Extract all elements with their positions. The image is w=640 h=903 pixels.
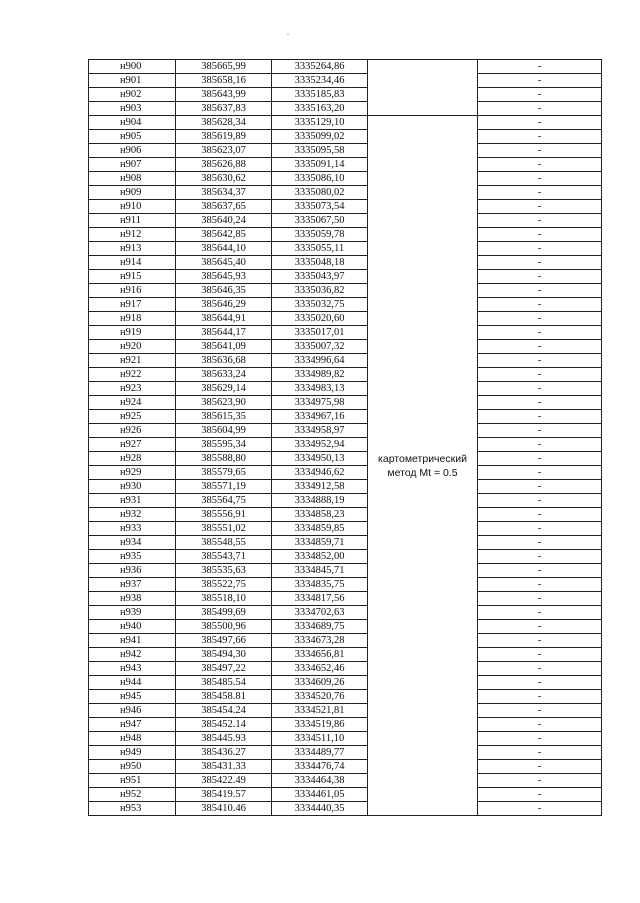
point-id-cell: н918 — [89, 312, 176, 326]
table-row — [89, 690, 602, 704]
point-id-cell: н936 — [89, 564, 176, 578]
y-coordinate-cell: 3334859,85 — [272, 522, 368, 536]
x-coordinate-cell: 385535,63 — [176, 564, 272, 578]
x-coordinate-cell: 385640,24 — [176, 214, 272, 228]
x-coordinate-cell: 385619,89 — [176, 130, 272, 144]
x-coordinate-cell: 385636,68 — [176, 354, 272, 368]
y-coordinate-cell: 3335048,18 — [272, 256, 368, 270]
y-coordinate-cell: 3335073,54 — [272, 200, 368, 214]
x-coordinate-cell: 385522,75 — [176, 578, 272, 592]
point-id-cell: н940 — [89, 620, 176, 634]
deviation-cell: - — [478, 256, 602, 270]
deviation-cell: - — [478, 522, 602, 536]
y-coordinate-cell: 3334983,13 — [272, 382, 368, 396]
table-row — [89, 326, 602, 340]
x-coordinate-cell: 385637,65 — [176, 200, 272, 214]
y-coordinate-cell: 3334519,86 — [272, 718, 368, 732]
x-coordinate-cell: 385494,30 — [176, 648, 272, 662]
deviation-cell: - — [478, 438, 602, 452]
table-row — [89, 74, 602, 88]
y-coordinate-cell: 3335234,46 — [272, 74, 368, 88]
y-coordinate-cell: 3335067,50 — [272, 214, 368, 228]
table-row — [89, 508, 602, 522]
y-coordinate-cell: 3334511,10 — [272, 732, 368, 746]
deviation-cell: - — [478, 382, 602, 396]
y-coordinate-cell: 3335095,58 — [272, 144, 368, 158]
y-coordinate-cell: 3334859,71 — [272, 536, 368, 550]
x-coordinate-cell: 385630,62 — [176, 172, 272, 186]
y-coordinate-cell: 3335086,10 — [272, 172, 368, 186]
x-coordinate-cell: 385645,40 — [176, 256, 272, 270]
point-id-cell: н928 — [89, 452, 176, 466]
x-coordinate-cell: 385499,69 — [176, 606, 272, 620]
y-coordinate-cell: 3334975,98 — [272, 396, 368, 410]
deviation-cell: - — [478, 466, 602, 480]
table-row — [89, 662, 602, 676]
x-coordinate-cell: 385629,14 — [176, 382, 272, 396]
point-id-cell: н927 — [89, 438, 176, 452]
x-coordinate-cell: 385634,37 — [176, 186, 272, 200]
y-coordinate-cell: 3335017,01 — [272, 326, 368, 340]
point-id-cell: н916 — [89, 284, 176, 298]
point-id-cell: н925 — [89, 410, 176, 424]
y-coordinate-cell: 3335055,11 — [272, 242, 368, 256]
y-coordinate-cell: 3334888,19 — [272, 494, 368, 508]
y-coordinate-cell: 3334852,00 — [272, 550, 368, 564]
deviation-cell: - — [478, 606, 602, 620]
x-coordinate-cell: 385410.46 — [176, 802, 272, 816]
table-row — [89, 452, 602, 466]
table-row — [89, 284, 602, 298]
y-coordinate-cell: 3335007,32 — [272, 340, 368, 354]
deviation-cell: - — [478, 690, 602, 704]
x-coordinate-cell: 385644,10 — [176, 242, 272, 256]
point-id-cell: н914 — [89, 256, 176, 270]
table-row — [89, 410, 602, 424]
table-row — [89, 550, 602, 564]
deviation-cell: - — [478, 676, 602, 690]
point-id-cell: н913 — [89, 242, 176, 256]
table-row — [89, 438, 602, 452]
table-row — [89, 214, 602, 228]
x-coordinate-cell: 385422.49 — [176, 774, 272, 788]
table-row — [89, 676, 602, 690]
deviation-cell: - — [478, 270, 602, 284]
x-coordinate-cell: 385556,91 — [176, 508, 272, 522]
deviation-cell: - — [478, 802, 602, 816]
deviation-cell: - — [478, 228, 602, 242]
point-id-cell: н938 — [89, 592, 176, 606]
point-id-cell: н935 — [89, 550, 176, 564]
x-coordinate-cell: 385644,17 — [176, 326, 272, 340]
point-id-cell: н920 — [89, 340, 176, 354]
table-row — [89, 494, 602, 508]
point-id-cell: н949 — [89, 746, 176, 760]
point-id-cell: н903 — [89, 102, 176, 116]
point-id-cell: н912 — [89, 228, 176, 242]
y-coordinate-cell: 3335099,02 — [272, 130, 368, 144]
y-coordinate-cell: 3335059,78 — [272, 228, 368, 242]
x-coordinate-cell: 385419.57 — [176, 788, 272, 802]
y-coordinate-cell: 3335185,83 — [272, 88, 368, 102]
x-coordinate-cell: 385454.24 — [176, 704, 272, 718]
x-coordinate-cell: 385588,80 — [176, 452, 272, 466]
y-coordinate-cell: 3334858,23 — [272, 508, 368, 522]
point-id-cell: н941 — [89, 634, 176, 648]
deviation-cell: - — [478, 74, 602, 88]
table-row — [89, 312, 602, 326]
deviation-cell: - — [478, 634, 602, 648]
table-row — [89, 592, 602, 606]
point-id-cell: н945 — [89, 690, 176, 704]
point-id-cell: н915 — [89, 270, 176, 284]
deviation-cell: - — [478, 284, 602, 298]
deviation-cell: - — [478, 550, 602, 564]
table-row — [89, 648, 602, 662]
point-id-cell: н909 — [89, 186, 176, 200]
coordinates-table — [88, 59, 602, 816]
y-coordinate-cell: 3335091,14 — [272, 158, 368, 172]
x-coordinate-cell: 385518,10 — [176, 592, 272, 606]
point-id-cell: н906 — [89, 144, 176, 158]
table-row — [89, 634, 602, 648]
deviation-cell: - — [478, 662, 602, 676]
x-coordinate-cell: 385644,91 — [176, 312, 272, 326]
table-row — [89, 340, 602, 354]
table-row — [89, 88, 602, 102]
deviation-cell: - — [478, 298, 602, 312]
point-id-cell: н939 — [89, 606, 176, 620]
table-row — [89, 578, 602, 592]
table-row — [89, 746, 602, 760]
deviation-cell: - — [478, 480, 602, 494]
table-row — [89, 242, 602, 256]
deviation-cell: - — [478, 102, 602, 116]
point-id-cell: н911 — [89, 214, 176, 228]
y-coordinate-cell: 3335264,86 — [272, 60, 368, 74]
point-id-cell: н934 — [89, 536, 176, 550]
y-coordinate-cell: 3335036,82 — [272, 284, 368, 298]
deviation-cell: - — [478, 326, 602, 340]
point-id-cell: н947 — [89, 718, 176, 732]
point-id-cell: н953 — [89, 802, 176, 816]
y-coordinate-cell: 3334521,81 — [272, 704, 368, 718]
y-coordinate-cell: 3335043,97 — [272, 270, 368, 284]
point-id-cell: н932 — [89, 508, 176, 522]
table-row — [89, 732, 602, 746]
point-id-cell: н929 — [89, 466, 176, 480]
x-coordinate-cell: 385665,99 — [176, 60, 272, 74]
scan-speck — [287, 34, 289, 35]
table-row — [89, 760, 602, 774]
point-id-cell: н910 — [89, 200, 176, 214]
deviation-cell: - — [478, 158, 602, 172]
x-coordinate-cell: 385637,83 — [176, 102, 272, 116]
point-id-cell: н944 — [89, 676, 176, 690]
x-coordinate-cell: 385452.14 — [176, 718, 272, 732]
table-row — [89, 116, 602, 130]
y-coordinate-cell: 3334912,58 — [272, 480, 368, 494]
table-row — [89, 158, 602, 172]
table-row — [89, 60, 602, 74]
x-coordinate-cell: 385626,88 — [176, 158, 272, 172]
y-coordinate-cell: 3334461,05 — [272, 788, 368, 802]
deviation-cell: - — [478, 242, 602, 256]
table-row — [89, 354, 602, 368]
point-id-cell: н917 — [89, 298, 176, 312]
point-id-cell: н924 — [89, 396, 176, 410]
y-coordinate-cell: 3334817,56 — [272, 592, 368, 606]
method-cell-empty — [368, 60, 478, 116]
deviation-cell: - — [478, 746, 602, 760]
point-id-cell: н907 — [89, 158, 176, 172]
x-coordinate-cell: 385436.27 — [176, 746, 272, 760]
deviation-cell: - — [478, 172, 602, 186]
table-row — [89, 718, 602, 732]
y-coordinate-cell: 3334520,76 — [272, 690, 368, 704]
point-id-cell: н937 — [89, 578, 176, 592]
table-row — [89, 522, 602, 536]
table-row — [89, 256, 602, 270]
x-coordinate-cell: 385564,75 — [176, 494, 272, 508]
y-coordinate-cell: 3334609,26 — [272, 676, 368, 690]
table-row — [89, 424, 602, 438]
y-coordinate-cell: 3335129,10 — [272, 116, 368, 130]
deviation-cell: - — [478, 564, 602, 578]
deviation-cell: - — [478, 452, 602, 466]
y-coordinate-cell: 3334845,71 — [272, 564, 368, 578]
x-coordinate-cell: 385646,29 — [176, 298, 272, 312]
deviation-cell: - — [478, 214, 602, 228]
deviation-cell: - — [478, 494, 602, 508]
y-coordinate-cell: 3335163,20 — [272, 102, 368, 116]
deviation-cell: - — [478, 508, 602, 522]
y-coordinate-cell: 3334652,46 — [272, 662, 368, 676]
y-coordinate-cell: 3334476,74 — [272, 760, 368, 774]
deviation-cell: - — [478, 704, 602, 718]
y-coordinate-cell: 3334489,77 — [272, 746, 368, 760]
x-coordinate-cell: 385623,90 — [176, 396, 272, 410]
x-coordinate-cell: 385615,35 — [176, 410, 272, 424]
x-coordinate-cell: 385604,99 — [176, 424, 272, 438]
point-id-cell: н931 — [89, 494, 176, 508]
table-row — [89, 774, 602, 788]
table-row — [89, 466, 602, 480]
point-id-cell: н923 — [89, 382, 176, 396]
y-coordinate-cell: 3334464,38 — [272, 774, 368, 788]
x-coordinate-cell: 385543,71 — [176, 550, 272, 564]
y-coordinate-cell: 3334835,75 — [272, 578, 368, 592]
deviation-cell: - — [478, 760, 602, 774]
point-id-cell: н933 — [89, 522, 176, 536]
deviation-cell: - — [478, 592, 602, 606]
point-id-cell: н943 — [89, 662, 176, 676]
x-coordinate-cell: 385579,65 — [176, 466, 272, 480]
x-coordinate-cell: 385485.54 — [176, 676, 272, 690]
table-row — [89, 102, 602, 116]
deviation-cell: - — [478, 620, 602, 634]
table-row — [89, 382, 602, 396]
deviation-cell: - — [478, 88, 602, 102]
point-id-cell: н952 — [89, 788, 176, 802]
y-coordinate-cell: 3334702,63 — [272, 606, 368, 620]
x-coordinate-cell: 385645,93 — [176, 270, 272, 284]
x-coordinate-cell: 385623,07 — [176, 144, 272, 158]
x-coordinate-cell: 385633,24 — [176, 368, 272, 382]
table-row — [89, 186, 602, 200]
deviation-cell: - — [478, 368, 602, 382]
table-row — [89, 606, 602, 620]
point-id-cell: н902 — [89, 88, 176, 102]
deviation-cell: - — [478, 732, 602, 746]
table-row — [89, 396, 602, 410]
y-coordinate-cell: 3334673,28 — [272, 634, 368, 648]
table-row — [89, 298, 602, 312]
x-coordinate-cell: 385551,02 — [176, 522, 272, 536]
x-coordinate-cell: 385628,34 — [176, 116, 272, 130]
point-id-cell: н908 — [89, 172, 176, 186]
y-coordinate-cell: 3334952,94 — [272, 438, 368, 452]
y-coordinate-cell: 3334989,82 — [272, 368, 368, 382]
deviation-cell: - — [478, 718, 602, 732]
point-id-cell: н900 — [89, 60, 176, 74]
x-coordinate-cell: 385458.81 — [176, 690, 272, 704]
deviation-cell: - — [478, 312, 602, 326]
table-row — [89, 270, 602, 284]
y-coordinate-cell: 3334958,97 — [272, 424, 368, 438]
y-coordinate-cell: 3335080,02 — [272, 186, 368, 200]
deviation-cell: - — [478, 536, 602, 550]
x-coordinate-cell: 385643,99 — [176, 88, 272, 102]
deviation-cell: - — [478, 186, 602, 200]
deviation-cell: - — [478, 60, 602, 74]
x-coordinate-cell: 385571,19 — [176, 480, 272, 494]
table-row — [89, 228, 602, 242]
table-row — [89, 704, 602, 718]
point-id-cell: н926 — [89, 424, 176, 438]
y-coordinate-cell: 3334996,64 — [272, 354, 368, 368]
table-row — [89, 172, 602, 186]
table-row — [89, 536, 602, 550]
x-coordinate-cell: 385641,09 — [176, 340, 272, 354]
deviation-cell: - — [478, 200, 602, 214]
deviation-cell: - — [478, 144, 602, 158]
deviation-cell: - — [478, 130, 602, 144]
point-id-cell: н921 — [89, 354, 176, 368]
table-row — [89, 130, 602, 144]
y-coordinate-cell: 3334950,13 — [272, 452, 368, 466]
point-id-cell: н919 — [89, 326, 176, 340]
x-coordinate-cell: 385445.93 — [176, 732, 272, 746]
y-coordinate-cell: 3334440,35 — [272, 802, 368, 816]
method-cell: картометрический метод Mt = 0.5 — [368, 116, 478, 816]
x-coordinate-cell: 385642,85 — [176, 228, 272, 242]
deviation-cell: - — [478, 116, 602, 130]
deviation-cell: - — [478, 578, 602, 592]
table-row — [89, 802, 602, 816]
y-coordinate-cell: 3335020,60 — [272, 312, 368, 326]
point-id-cell: н942 — [89, 648, 176, 662]
x-coordinate-cell: 385595,34 — [176, 438, 272, 452]
coordinates-table-body — [89, 60, 602, 816]
y-coordinate-cell: 3334656,81 — [272, 648, 368, 662]
x-coordinate-cell: 385658,16 — [176, 74, 272, 88]
table-row — [89, 788, 602, 802]
deviation-cell: - — [478, 396, 602, 410]
point-id-cell: н930 — [89, 480, 176, 494]
table-row — [89, 144, 602, 158]
point-id-cell: н922 — [89, 368, 176, 382]
table-row — [89, 564, 602, 578]
deviation-cell: - — [478, 788, 602, 802]
point-id-cell: н950 — [89, 760, 176, 774]
y-coordinate-cell: 3334967,16 — [272, 410, 368, 424]
y-coordinate-cell: 3334946,62 — [272, 466, 368, 480]
x-coordinate-cell: 385548,55 — [176, 536, 272, 550]
y-coordinate-cell: 3335032,75 — [272, 298, 368, 312]
point-id-cell: н904 — [89, 116, 176, 130]
table-row — [89, 200, 602, 214]
x-coordinate-cell: 385500,96 — [176, 620, 272, 634]
deviation-cell: - — [478, 340, 602, 354]
x-coordinate-cell: 385497,22 — [176, 662, 272, 676]
x-coordinate-cell: 385497,66 — [176, 634, 272, 648]
deviation-cell: - — [478, 648, 602, 662]
point-id-cell: н946 — [89, 704, 176, 718]
x-coordinate-cell: 385431.33 — [176, 760, 272, 774]
deviation-cell: - — [478, 410, 602, 424]
point-id-cell: н948 — [89, 732, 176, 746]
point-id-cell: н951 — [89, 774, 176, 788]
deviation-cell: - — [478, 774, 602, 788]
deviation-cell: - — [478, 354, 602, 368]
table-row — [89, 620, 602, 634]
point-id-cell: н901 — [89, 74, 176, 88]
table-row — [89, 480, 602, 494]
deviation-cell: - — [478, 424, 602, 438]
y-coordinate-cell: 3334689,75 — [272, 620, 368, 634]
table-row — [89, 368, 602, 382]
x-coordinate-cell: 385646,35 — [176, 284, 272, 298]
point-id-cell: н905 — [89, 130, 176, 144]
